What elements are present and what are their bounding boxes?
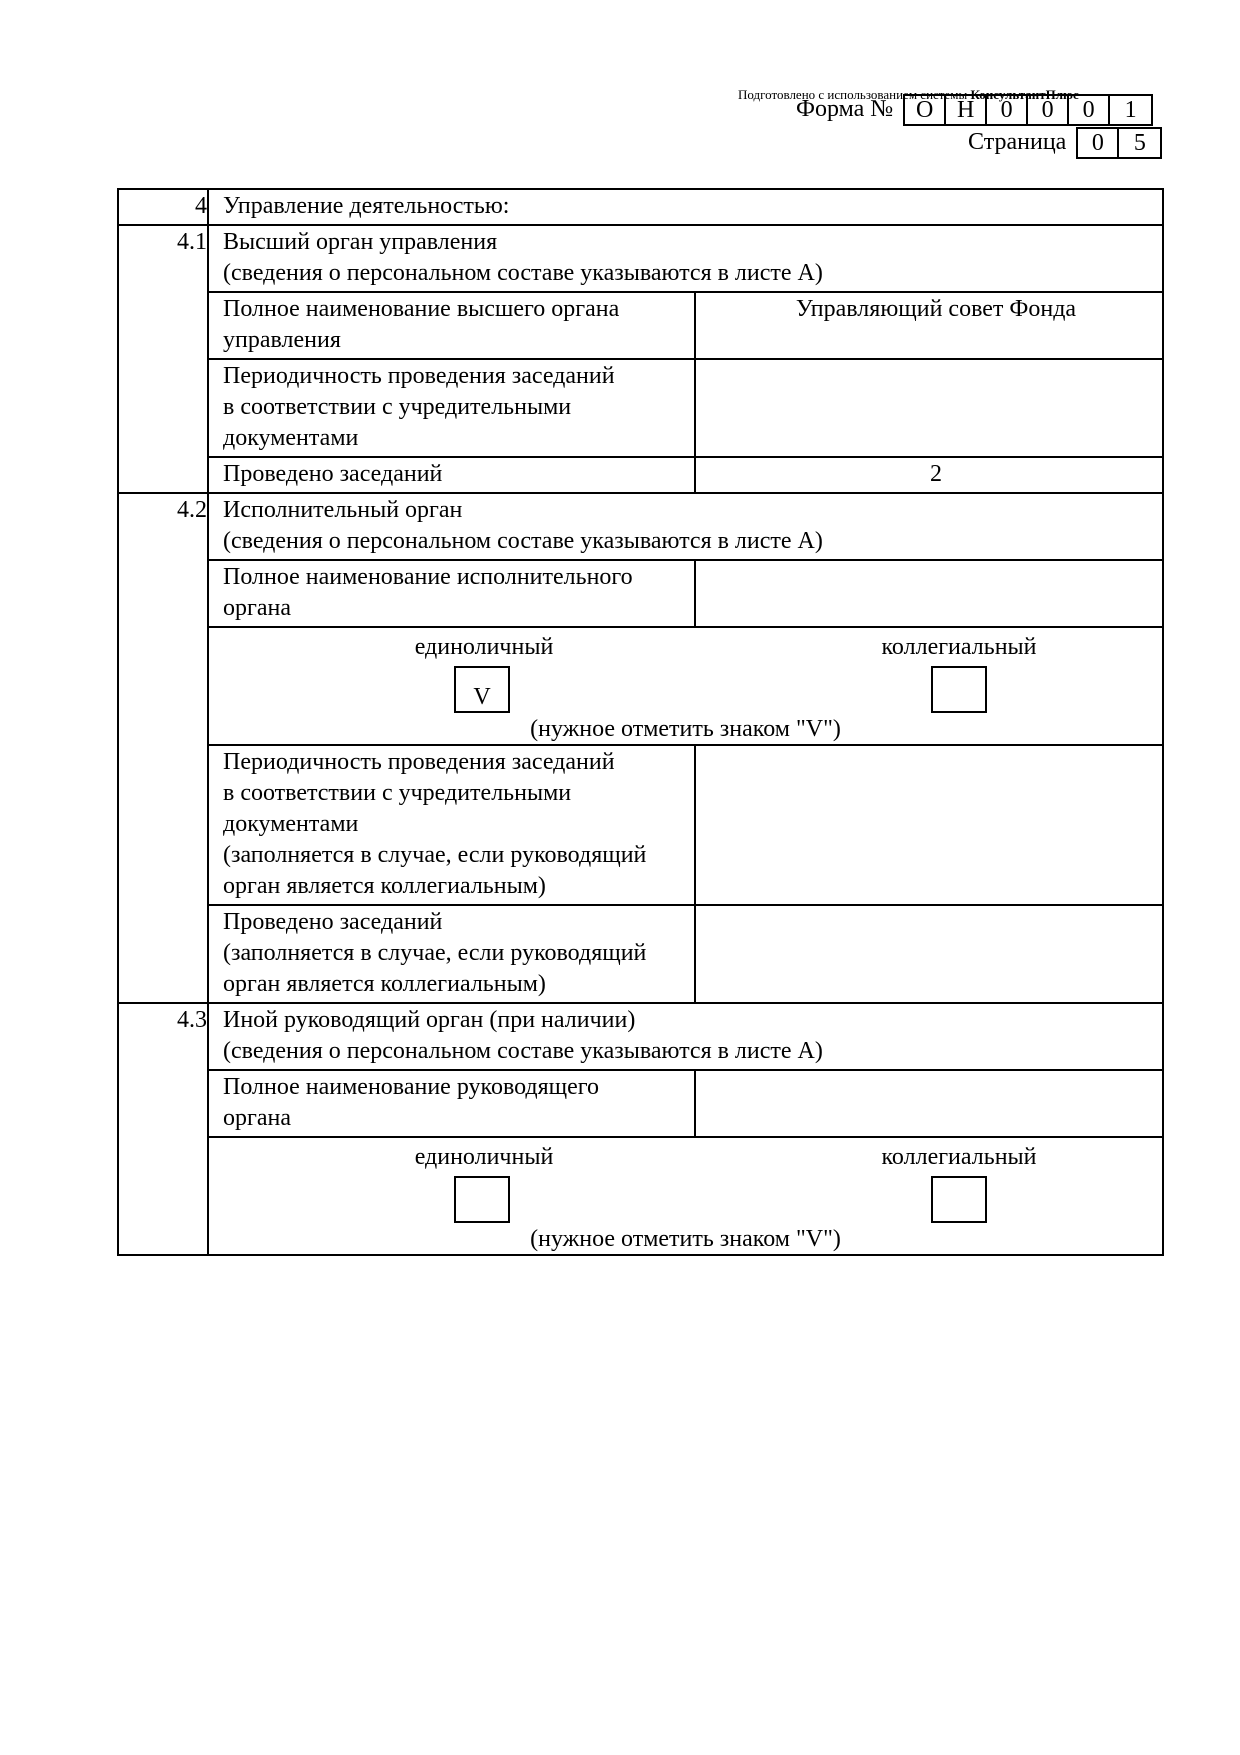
sole-label: единоличный — [414, 1144, 554, 1170]
section-title: Управление деятельностью: — [208, 189, 1163, 225]
prepared-prefix: Подготовлено с использованием системы — [738, 87, 968, 102]
sole-checkbox[interactable]: V — [454, 666, 510, 713]
section-4-1-header — [118, 225, 1163, 292]
form-code-cell: 1 — [1124, 97, 1137, 123]
mark-hint: (нужное отметить знаком "V") — [530, 1226, 841, 1252]
page-number-row — [968, 127, 1162, 159]
section-title-block — [208, 493, 1163, 560]
table-row — [118, 627, 1163, 745]
section-subtitle: (сведения о персональном составе указываются в листе А) — [223, 1038, 823, 1064]
period-value[interactable] — [695, 359, 1163, 457]
section-title: Высший орган управления — [223, 229, 498, 255]
section-4-2-header — [118, 493, 1163, 560]
form-number-cells — [903, 94, 1153, 126]
full-name-value[interactable] — [695, 1070, 1163, 1137]
table-row — [118, 745, 1163, 905]
collegial-label: коллегиальный — [881, 1144, 1037, 1170]
section-title-block — [208, 225, 1163, 292]
sole-label: единоличный — [414, 634, 554, 660]
section-title: Исполнительный орган — [223, 497, 463, 523]
mark-hint: (нужное отметить знаком "V") — [530, 716, 841, 742]
page-number-label: Страница — [968, 129, 1067, 155]
field-label: Полное наименование руководящего органа — [208, 1070, 695, 1137]
section-title-block — [208, 1003, 1163, 1070]
organ-type-choice — [208, 1137, 1163, 1255]
field-label: Проведено заседаний — [208, 457, 695, 493]
page-number-cells — [1076, 127, 1162, 159]
form-number-row — [796, 94, 1153, 126]
row-number: 4.3 — [118, 1003, 208, 1070]
governance-table — [117, 188, 1164, 1256]
page-code-cell: 5 — [1133, 130, 1146, 156]
section-subtitle: (сведения о персональном составе указываются в листе А) — [223, 260, 823, 286]
row-number: 4.2 — [118, 493, 208, 560]
collegial-checkbox[interactable] — [931, 1176, 987, 1223]
sole-checkbox[interactable] — [454, 1176, 510, 1223]
field-label: Полное наименование высшего органа управления — [208, 292, 695, 359]
section-4-3-header — [118, 1003, 1163, 1070]
field-label: Периодичность проведения заседаний в соответствии с учредительными документами — [208, 359, 695, 457]
collegial-label: коллегиальный — [881, 634, 1037, 660]
table-row — [118, 1137, 1163, 1255]
row-number: 4 — [118, 189, 208, 225]
table-row — [118, 1070, 1163, 1137]
collegial-checkbox[interactable] — [931, 666, 987, 713]
meetings-held-value[interactable] — [695, 905, 1163, 1003]
form-number-label: Форма № — [796, 96, 894, 122]
form-code-cell: Н — [946, 96, 987, 124]
form-code-cell: 0 — [987, 96, 1028, 124]
field-label: Проведено заседаний (заполняется в случае, если руководящий орган является коллегиальным) — [208, 905, 695, 1003]
field-label: Периодичность проведения заседаний в соответствии с учредительными документами (заполняется в случае, если руководящий орган является коллегиальным) — [208, 745, 695, 905]
full-name-value[interactable] — [695, 560, 1163, 627]
table-row — [118, 457, 1163, 493]
organ-type-choice — [208, 627, 1163, 745]
meetings-held-value[interactable]: 2 — [695, 457, 1163, 493]
row-number: 4.1 — [118, 225, 208, 292]
table-row — [118, 292, 1163, 359]
table-row — [118, 905, 1163, 1003]
section-4-row — [118, 189, 1163, 225]
brand-name: КонсультантПлюс — [970, 87, 1079, 102]
form-code-cell: 0 — [1028, 96, 1069, 124]
page-code-cell: 0 — [1078, 129, 1119, 157]
table-row — [118, 359, 1163, 457]
table-row — [118, 560, 1163, 627]
period-value[interactable] — [695, 745, 1163, 905]
full-name-value[interactable]: Управляющий совет Фонда — [695, 292, 1163, 359]
section-subtitle: (сведения о персональном составе указываются в листе А) — [223, 528, 823, 554]
form-code-cell: 0 — [1069, 96, 1110, 124]
field-label: Полное наименование исполнительного органа — [208, 560, 695, 627]
section-title: Иной руководящий орган (при наличии) — [223, 1007, 636, 1033]
form-code-cell: О — [905, 96, 946, 124]
